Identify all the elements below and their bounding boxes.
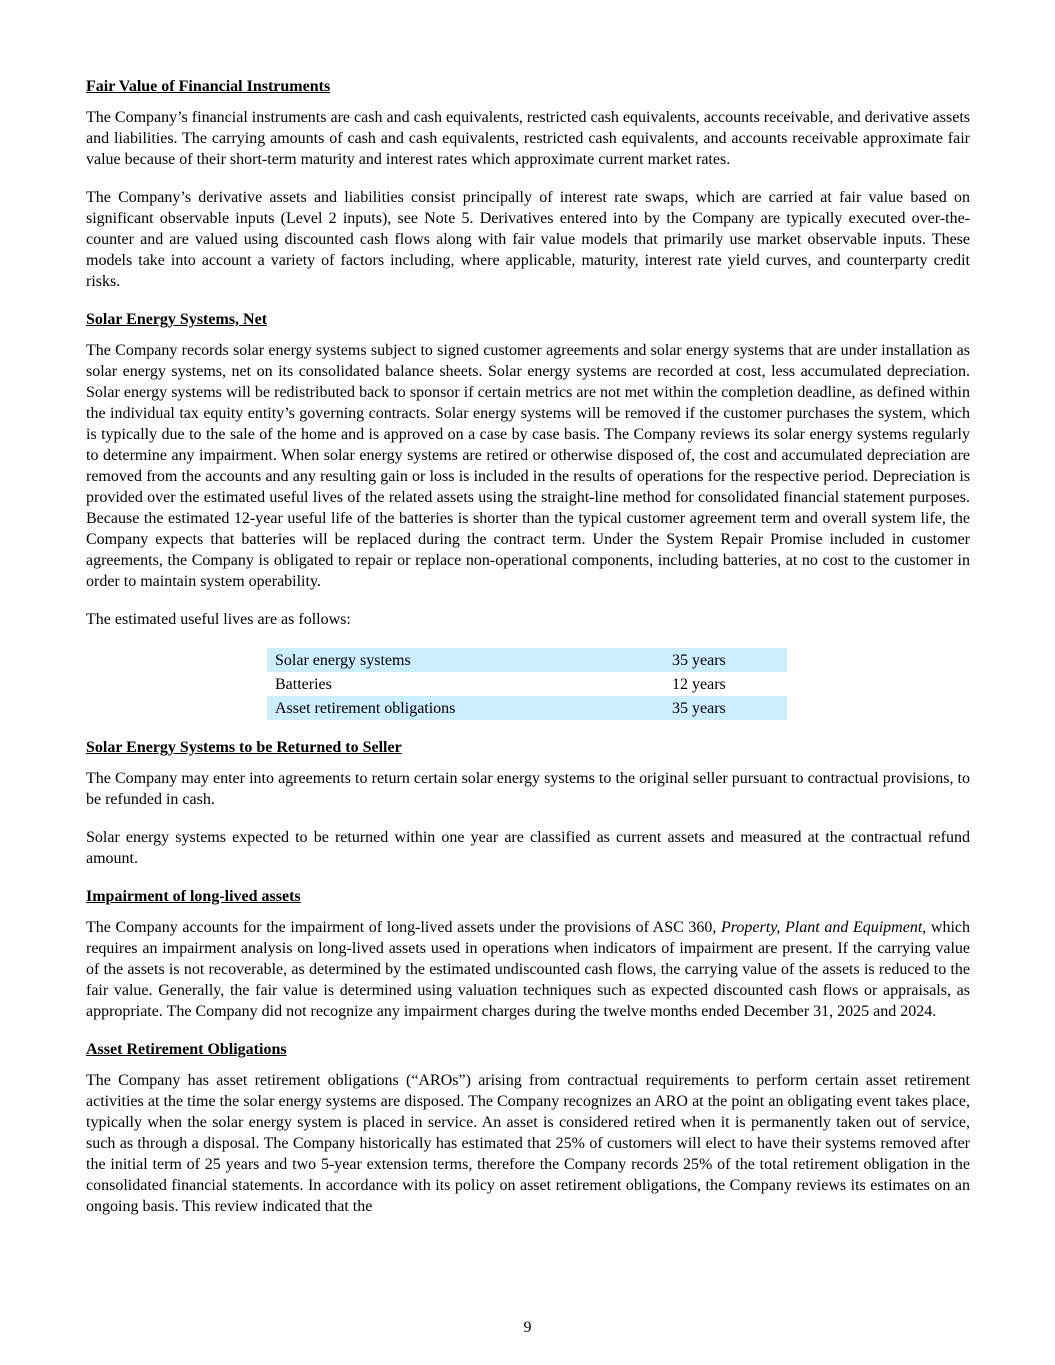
paragraph [86,917,970,1022]
section-heading: Solar Energy Systems to be Returned to Seller [86,739,402,756]
table-row-asset-retirement-obligations [267,696,787,720]
table-cell-life: 12 years [672,676,726,693]
section-solar-energy-systems-returned-to-seller [86,737,970,869]
italic-phrase: Property, Plant and Equipment [721,919,923,936]
table-cell-item: Asset retirement obligations [275,700,456,717]
paragraph: Solar energy systems expected to be returned within one year are classified as current assets and measured at the contractual refund amount. [86,829,970,867]
section-heading: Solar Energy Systems, Net [86,311,268,328]
section-heading: Impairment of long-lived assets [86,888,301,905]
table-row-solar-energy-systems [267,648,787,672]
section-fair-value-of-financial-instruments [86,76,970,292]
useful-lives-table [267,648,787,720]
paragraph: The Company may enter into agreements to return certain solar energy systems to the original seller pursuant to contractual provisions, to be refunded in cash. [86,770,970,808]
paragraph-text: , which requires an impairment analysis on long-lived assets used in operations when indicators of impairment are present. If the carrying value of the assets is not recoverable, as determined by the estimated undiscounted cash flows, the carrying value of the assets is reduced to the fair value. Generally, the fair value is determined using valuation techniques such as expected discounted cash flows or appraisals, as appropriate. The Company did not recognize any impairment charges during the twelve months ended December 31, 2025 and 2024. [86,919,971,1020]
table-row-batteries [267,672,787,696]
useful-lives-table-container [267,648,787,720]
section-solar-energy-systems-net [86,309,970,720]
paragraph: The Company records solar energy systems subject to signed customer agreements and solar energy systems that are under installation as solar energy systems, net on its consolidated balance sheets. Solar energy systems are recorded at cost, less accumulated depreciation. Solar energy systems will be redistributed back to sponsor if certain metrics are not met within the completion deadline, as defined within the individual tax equity entity’s governing contracts. Solar energy systems will be removed if the customer purchases the system, which is typically due to the sale of the home and is approved on a case by case basis. The Company reviews its solar energy systems regularly to determine any impairment. When solar energy systems are retired or otherwise disposed of, the cost and accumulated depreciation are removed from the accounts and any resulting gain or loss is included in the results of operations for the respective period. Depreciation is provided over the estimated useful lives of the related assets using the straight-line method for consolidated financial statement purposes. Because the estimated 12-year useful life of the batteries is shorter than the typical customer agreement term and overall system life, the Company expects that batteries will be replaced during the contract term. Under the System Repair Promise included in customer agreements, the Company is obligated to repair or replace non-operational components, including batteries, at no cost to the customer in order to maintain system operability. [86,342,970,590]
paragraph-text: The Company accounts for the impairment of long-lived assets under the provisions of ASC 360, [86,919,722,936]
paragraph: The Company’s financial instruments are cash and cash equivalents, restricted cash equivalents, accounts receivable, and derivative assets and liabilities. The carrying amounts of cash and cash equivalents, restricted cash equivalents, and accounts receivable approximate fair value because of their short-term maturity and interest rates which approximate current market rates. [86,109,970,168]
paragraph: The Company has asset retirement obligations (“AROs”) arising from contractual requirements to perform certain asset retirement activities at the time the solar energy systems are disposed. The Company recognizes an ARO at the point an obligating event takes place, typically when the solar energy system is placed in service. An asset is considered retired when it is permanently taken out of service, such as through a disposal. The Company historically has estimated that 25% of customers will elect to have their systems removed after the initial term of 25 years and two 5-year extension terms, therefore the Company records 25% of the total retirement obligation in the consolidated financial statements. In accordance with its policy on asset retirement obligations, the Company reviews its estimates on an ongoing basis. This review indicated that the [86,1072,970,1215]
paragraph: The estimated useful lives are as follows: [86,611,351,628]
table-cell-life: 35 years [672,652,726,669]
section-asset-retirement-obligations [86,1039,970,1217]
section-impairment-of-long-lived-assets [86,886,970,1022]
table-cell-item: Solar energy systems [275,652,411,669]
page-number: 9 [523,1319,532,1336]
table-cell-item: Batteries [275,676,332,693]
table-cell-life: 35 years [672,700,726,717]
section-heading: Asset Retirement Obligations [86,1041,287,1058]
section-heading: Fair Value of Financial Instruments [86,78,331,95]
paragraph: The Company’s derivative assets and liabilities consist principally of interest rate swaps, which are carried at fair value based on significant observable inputs (Level 2 inputs), see Note 5. Derivatives entered into by the Company are typically executed over-the-counter and are valued using discounted cash flows along with fair value models that primarily use market observable inputs. These models take into account a variety of factors including, where applicable, maturity, interest rate yield curves, and counterparty credit risks. [86,189,970,290]
